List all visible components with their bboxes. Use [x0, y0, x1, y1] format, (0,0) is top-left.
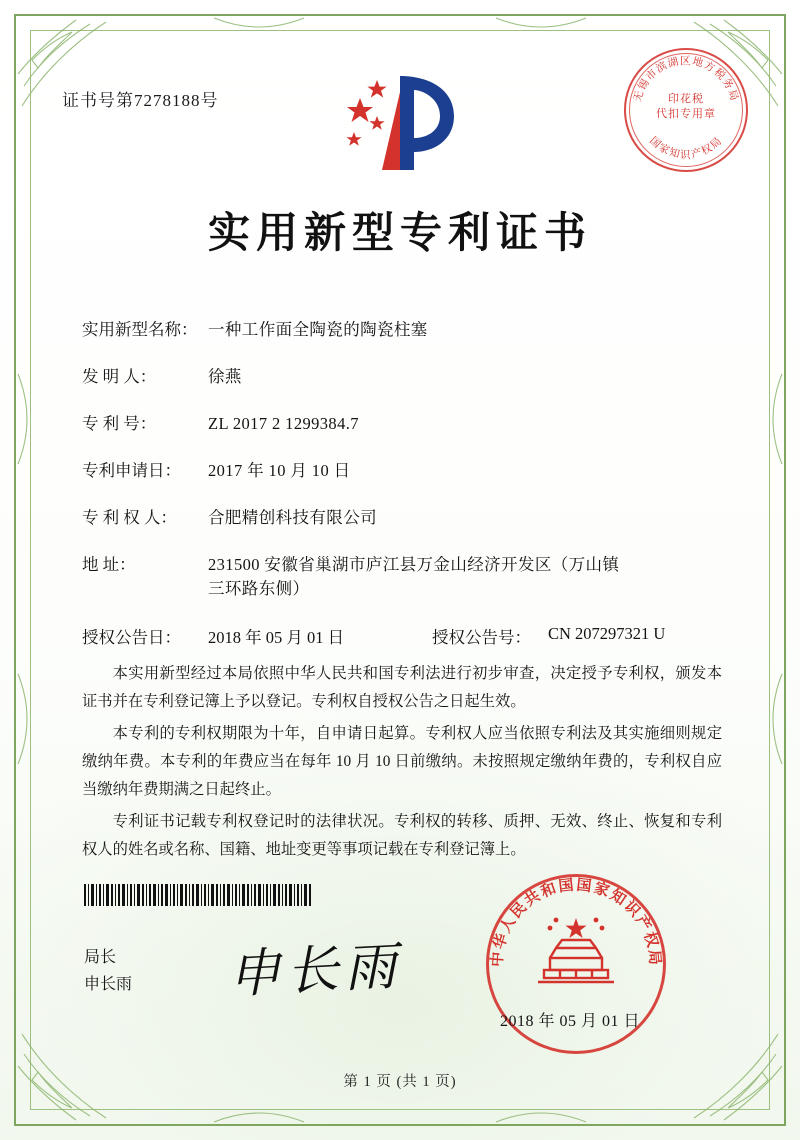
field-label: 授权公告号： [432, 628, 531, 647]
field-grant-date [82, 624, 432, 648]
certificate-number: 证书号第7278188号 [62, 91, 219, 110]
field-address [82, 553, 722, 601]
field-grant-number [432, 624, 665, 648]
field-label: 专 利 号： [82, 414, 157, 433]
cnipa-logo-icon [330, 62, 480, 182]
field-label: 发 明 人： [82, 367, 157, 386]
field-value: 2017 年 10 月 10 日 [208, 461, 351, 480]
director-label: 局长 [84, 949, 117, 966]
field-value-line-2: 三环路东侧） [208, 579, 310, 598]
field-label: 专利申请日： [82, 461, 181, 480]
issued-date: 2018 年 05 月 01 日 [500, 1013, 641, 1030]
paragraph: 本实用新型经过本局依照中华人民共和国专利法进行初步审查，决定授予专利权，颁发本证书并在专利登记簿上予以登记。专利权自授权公告之日起生效。 [82, 665, 722, 710]
paragraph: 本专利的专利权期限为十年，自申请日起算。专利权人应当依照专利法及其实施细则规定缴纳年费。本专利的年费应当在每年 10 月 10 日前缴纳。未按照规定缴纳年费的，专利权自应当缴纳年费期满之日起终止。 [82, 725, 722, 798]
page-title: 实用新型专利证书 [207, 211, 592, 257]
handwritten-signature: 申长雨 [226, 938, 404, 1005]
field-value: 231500 安徽省巢湖市庐江县万金山经济开发区（万山镇 [208, 555, 620, 574]
grant-row [82, 624, 722, 648]
stamp-arc-top-text: 无锡市滨湖区地方税务局 [632, 56, 740, 104]
page-number: 第 1 页 (共 1 页) [343, 1074, 457, 1090]
stamp-center-line-2: 代扣专用章 [656, 108, 716, 120]
field-label: 专 利 权 人： [82, 508, 177, 527]
field-patentee [82, 506, 722, 530]
paragraph: 专利证书记载专利权登记时的法律状况。专利权的转移、质押、无效、终止、恢复和专利权人的姓名或名称、国籍、地址变更等事项记载在专利登记簿上。 [82, 813, 722, 858]
field-utility-model-name [82, 318, 722, 342]
field-value: CN 207297321 U [548, 624, 666, 643]
field-patent-number [82, 412, 722, 436]
field-label: 地 址： [82, 555, 136, 574]
field-value: 2018 年 05 月 01 日 [208, 628, 345, 647]
barcode [84, 884, 312, 906]
stamp-center-line-1: 印花税 [668, 93, 704, 105]
svg-text:国家知识产权局 [647, 135, 725, 161]
field-value: 合肥精创科技有限公司 [208, 508, 377, 527]
field-application-date [82, 459, 722, 483]
stamp-arc-bottom-text: 国家知识产权局 [647, 135, 725, 161]
field-value: 一种工作面全陶瓷的陶瓷柱塞 [208, 320, 428, 339]
field-inventor [82, 365, 722, 389]
seal-arc-text: 中华人民共和国国家知识产权局 [489, 877, 663, 968]
signature-block [84, 944, 132, 998]
field-label: 实用新型名称： [82, 320, 198, 339]
body-paragraphs [82, 660, 722, 868]
field-value: ZL 2017 2 1299384.7 [208, 414, 359, 433]
director-name: 申长雨 [84, 976, 133, 993]
field-label: 授权公告日： [82, 628, 181, 647]
field-value: 徐燕 [208, 367, 242, 386]
fields-list [82, 318, 722, 648]
tax-stamp [624, 48, 748, 172]
